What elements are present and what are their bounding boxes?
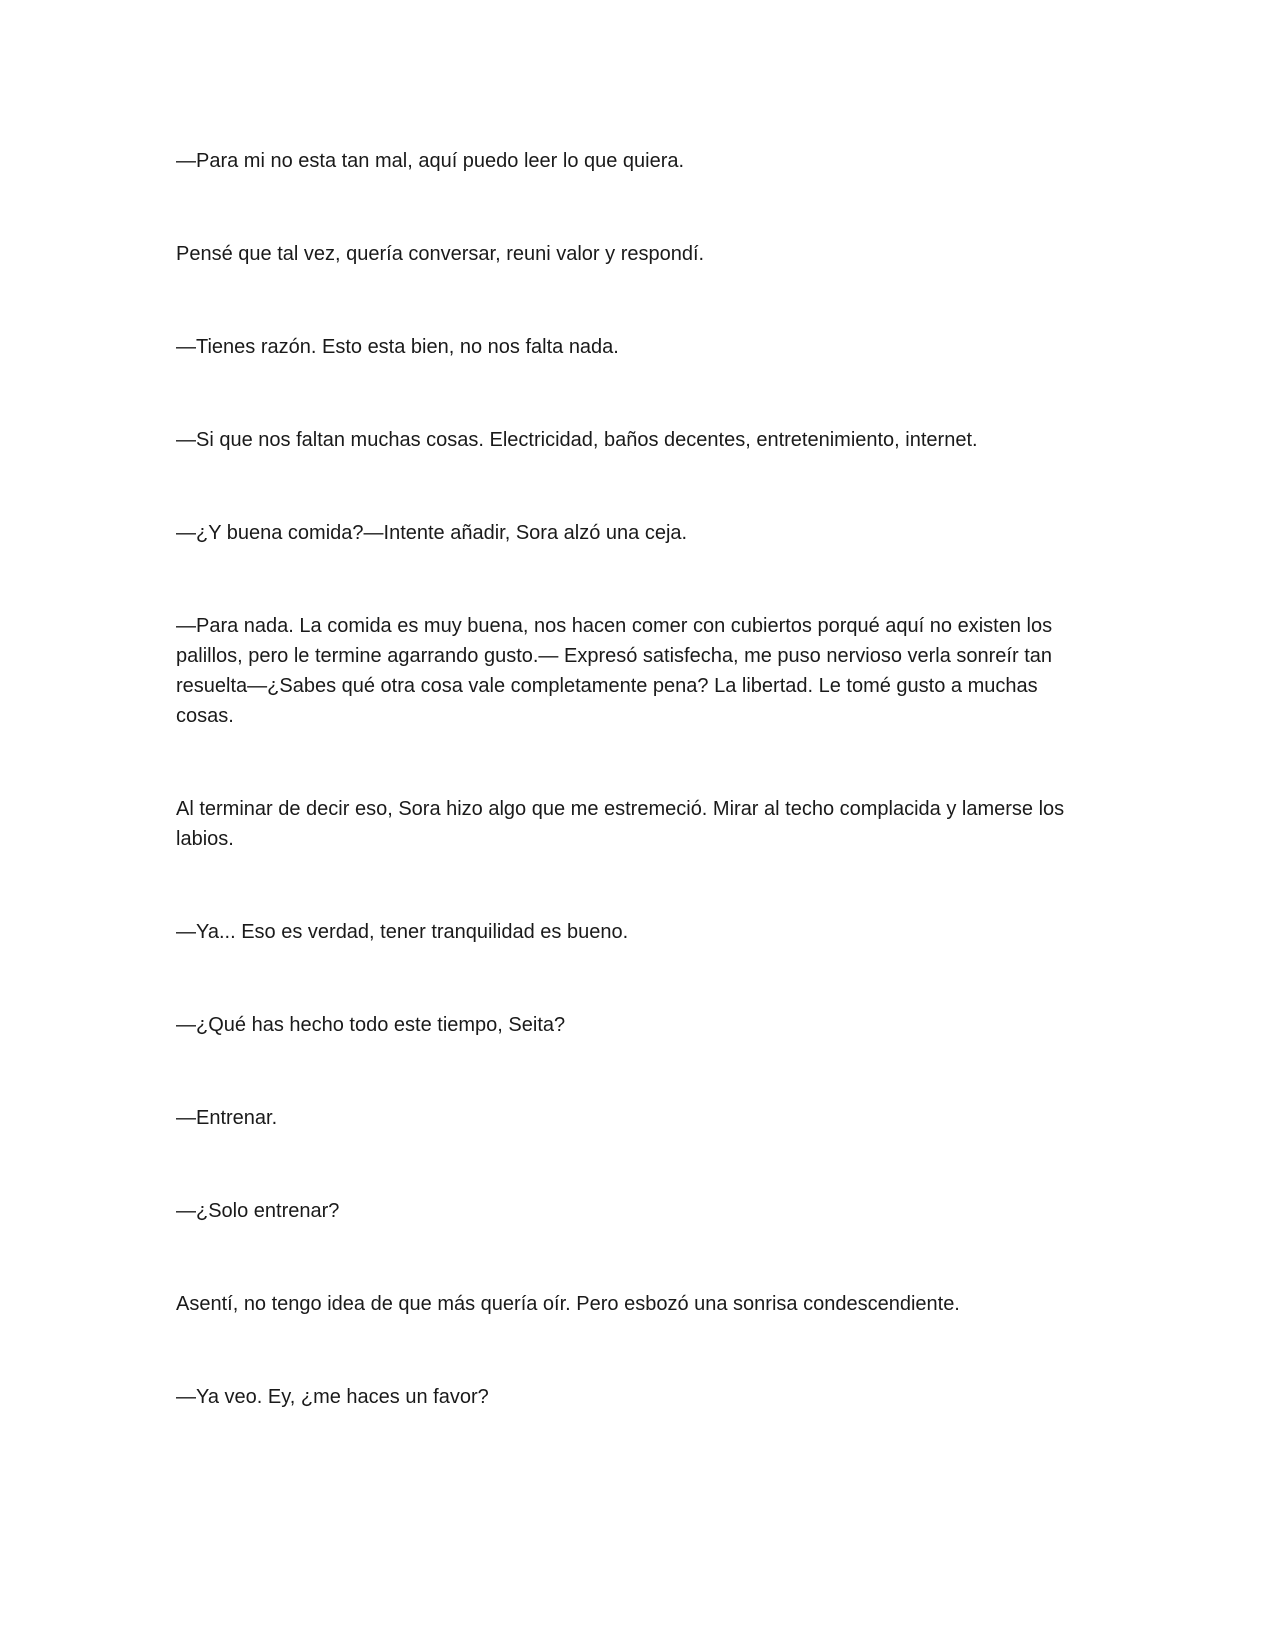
paragraph-1: —Para mi no esta tan mal, aquí puedo leer lo que quiera. <box>176 150 685 172</box>
paragraph-7: Al terminar de decir eso, Sora hizo algo que me estremeció. Mirar al techo complacida y lamerse los labios. <box>176 798 1065 850</box>
paragraph-13: —Ya veo. Ey, ¿me haces un favor? <box>176 1386 489 1408</box>
paragraph-12: Asentí, no tengo idea de que más quería oír. Pero esbozó una sonrisa condescendiente. <box>176 1293 960 1315</box>
paragraph-6: —Para nada. La comida es muy buena, nos hacen comer con cubiertos porqué aquí no existen los palillos, pero le termine agarrando gusto.— Expresó satisfecha, me puso nervioso verla sonreír tan resuelta—¿Sabes qué otra cosa vale completamente pena? La libertad. Le tomé gusto a muchas cosas. <box>176 615 1053 727</box>
paragraph-8: —Ya... Eso es verdad, tener tranquilidad es bueno. <box>176 921 629 943</box>
paragraph-4: —Si que nos faltan muchas cosas. Electricidad, baños decentes, entretenimiento, internet. <box>176 429 978 451</box>
paragraph-11: —¿Solo entrenar? <box>176 1200 340 1222</box>
paragraph-9: —¿Qué has hecho todo este tiempo, Seita? <box>176 1014 566 1036</box>
paragraph-5: —¿Y buena comida?—Intente añadir, Sora alzó una ceja. <box>176 522 688 544</box>
paragraph-2: Pensé que tal vez, quería conversar, reuni valor y respondí. <box>176 243 705 265</box>
paragraph-3: —Tienes razón. Esto esta bien, no nos falta nada. <box>176 336 619 358</box>
paragraph-10: —Entrenar. <box>176 1107 278 1129</box>
